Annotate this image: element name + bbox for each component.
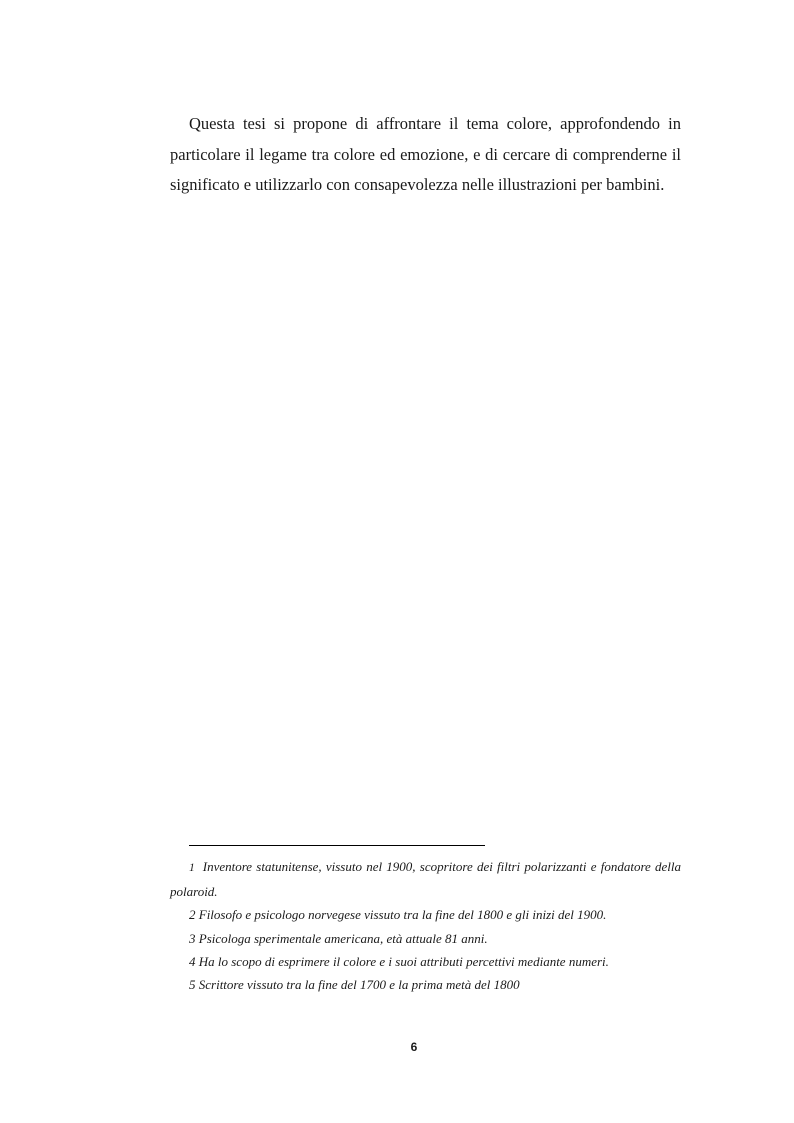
footnote-item	[170, 973, 681, 996]
footnote-item	[170, 950, 681, 973]
page-number: 6	[410, 1040, 418, 1054]
footnote-text: Ha lo scopo di esprimere il colore e i suoi attributi percettivi mediante numeri.	[198, 953, 609, 969]
footnote-item	[170, 903, 681, 926]
footnote-number: 2	[189, 907, 196, 923]
footnote-separator	[189, 845, 485, 846]
footnote-number: 1	[189, 862, 195, 874]
footnote-text: Inventore statunitense, vissuto nel 1900, scopritore dei filtri polarizzanti e fondatore della polaroid.	[170, 859, 681, 900]
footnote-item	[170, 927, 681, 950]
footnote-number: 3	[189, 930, 196, 946]
footnotes-list	[170, 855, 681, 996]
footnote-text: Scrittore vissuto tra la fine del 1700 e la prima metà del 1800	[198, 977, 520, 993]
footnote-text: Filosofo e psicologo norvegese vissuto tra la fine del 1800 e gli inizi del 1900.	[198, 907, 607, 923]
body-paragraph: Questa tesi si propone di affrontare il tema colore, approfondendo in particolare il legame tra colore ed emozione, e di cercare di comprenderne il significato e utilizzarlo con consapevolezza nelle illustrazioni per bambini.	[170, 114, 681, 194]
footnote-text: Psicologa sperimentale americana, età attuale 81 anni.	[198, 930, 488, 946]
footnote-number: 4	[189, 953, 196, 969]
footnote-item	[170, 855, 681, 903]
footnote-number: 5	[189, 977, 196, 993]
